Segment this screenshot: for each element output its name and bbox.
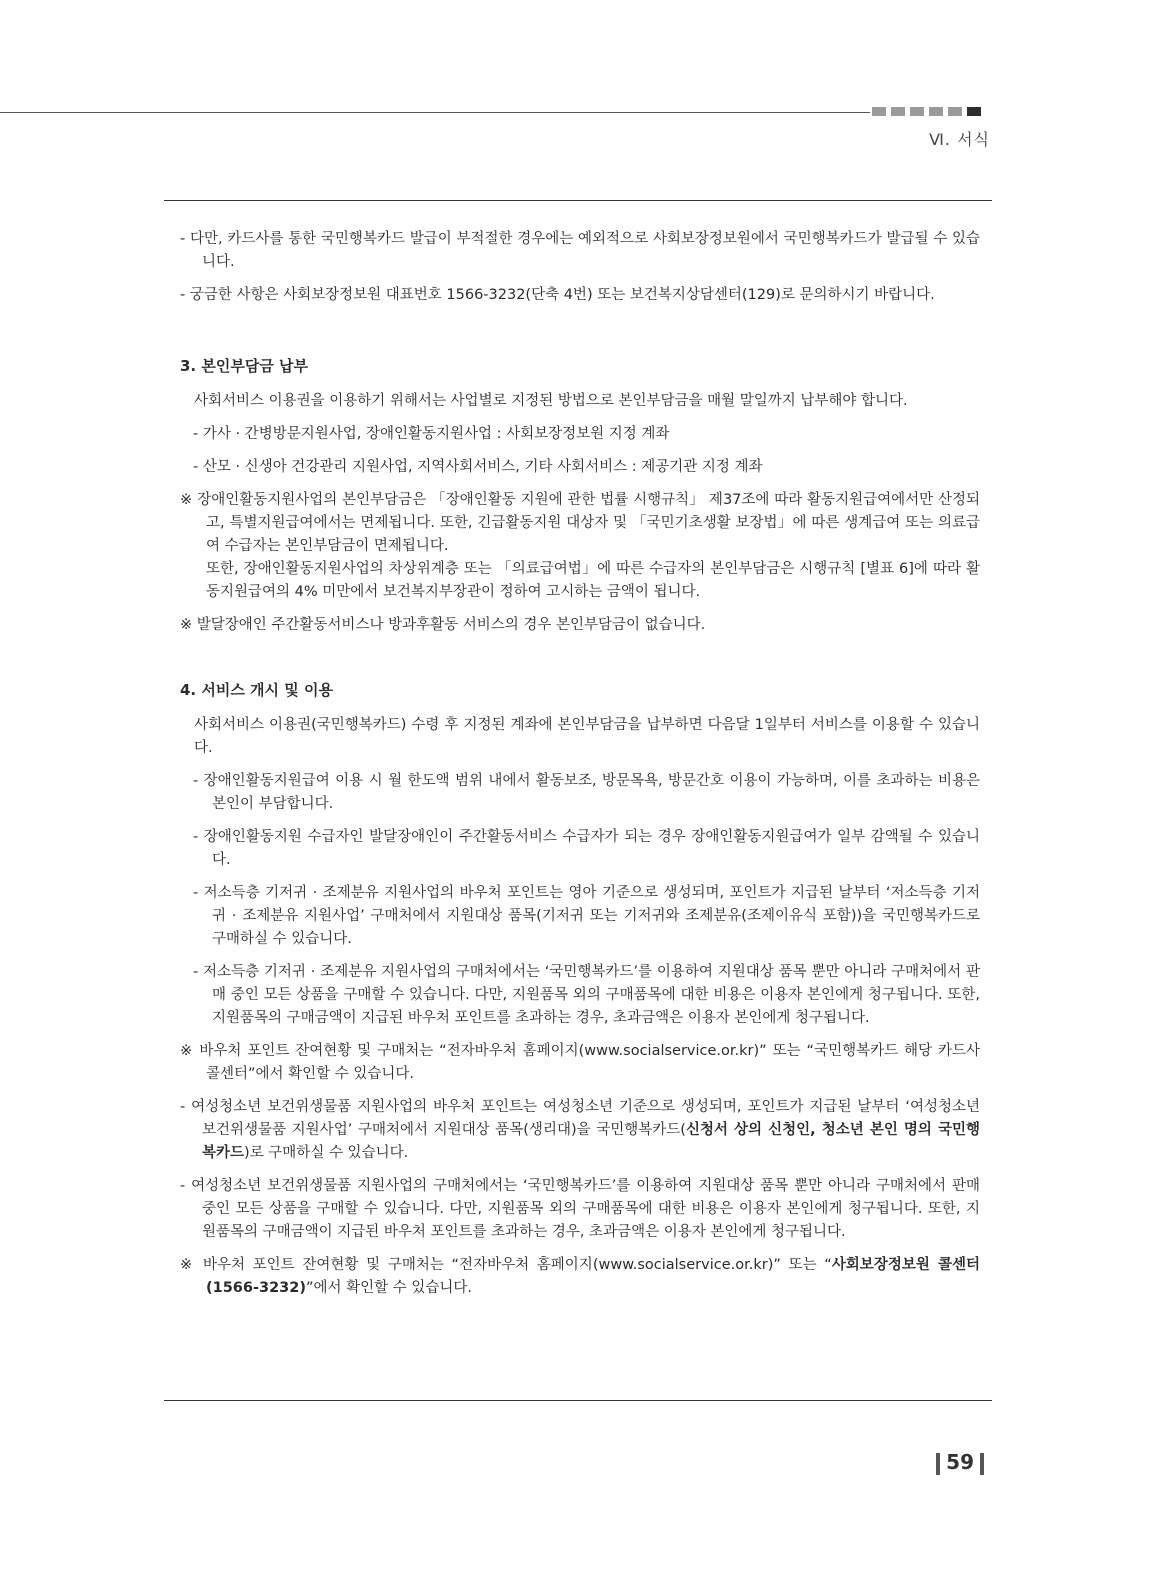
header-square bbox=[872, 107, 886, 116]
section3-item: - 산모 · 신생아 건강관리 지원사업, 지역사회서비스, 기타 사회서비스 : 제공기관 지정 계좌 bbox=[193, 459, 763, 475]
header-square bbox=[948, 107, 962, 116]
intro-item: - 다만, 카드사를 통한 국민행복카드 발급이 부적절한 경우에는 예외적으로 사회보장정보원에서 국민행복카드가 발급될 수 있습니다. bbox=[180, 231, 980, 270]
section4-item: - 여성청소년 보건위생물품 지원사업의 구매처에서는 ‘국민행복카드’를 이용하여 지원대상 품목 뿐만 아니라 구매처에서 판매 중인 모든 상품을 구매할 수 있습니다. 다만, 지원품목 외의 구매품목에 대한 비용은 이용자 본인에게 청구됩니다. 또한, 지원품목의 구매금액이 지급된 바우처 포인트를 초과하는 경우, 초과금액은 이용자 본인에게 청구됩니다. bbox=[180, 1178, 980, 1240]
item-text: - 여성청소년 보건위생물품 지원사업의 바우처 포인트는 여성청소년 기준으로 생성되며, 포인트가 지급된 날부터 ‘여성청소년 보건위생물품 지원사업’ 구매처에서 지원대상 품목(생리대)을 국민행복카드( bbox=[180, 1099, 980, 1138]
note-text: ”에서 확인할 수 있습니다. bbox=[306, 1280, 473, 1296]
page-number-bar bbox=[980, 1453, 984, 1475]
section4-lead: 사회서비스 이용권(국민행복카드) 수령 후 지정된 계좌에 본인부담금을 납부하면 다음달 1일부터 서비스를 이용할 수 있습니다. bbox=[194, 717, 980, 756]
section4-item bbox=[180, 1096, 980, 1165]
section3-lead: 사회서비스 이용권을 이용하기 위해서는 사업별로 지정된 방법으로 본인부담금을 매월 말일까지 납부해야 합니다. bbox=[194, 393, 908, 409]
content-top-rule bbox=[164, 200, 992, 201]
header-square bbox=[929, 107, 943, 116]
note-text-bold: 사회보장정보원 콜센터 (1566-3232) bbox=[206, 1257, 981, 1296]
section3-item: - 가사 · 간병방문지원사업, 장애인활동지원사업 : 사회보장정보원 지정 계좌 bbox=[193, 426, 670, 442]
section3-note: ※ 발달장애인 주간활동서비스나 방과후활동 서비스의 경우 본인부담금이 없습니다. bbox=[180, 617, 706, 633]
section4-item: - 저소득층 기저귀 · 조제분유 지원사업의 구매처에서는 ‘국민행복카드’를 이용하여 지원대상 품목 뿐만 아니라 구매처에서 판매 중인 모든 상품을 구매할 수 있습니다. 다만, 지원품목 외의 구매품목에 대한 비용은 이용자 본인에게 청구됩니다. 또한, 지원품목의 구매금액이 지급된 바우처 포인트를 초과하는 경우, 초과금액은 이용자 본인에게 청구됩니다. bbox=[193, 964, 980, 1026]
section4-item: - 장애인활동지원 수급자인 발달장애인이 주간활동서비스 수급자가 되는 경우 장애인활동지원급여가 일부 감액될 수 있습니다. bbox=[193, 829, 980, 868]
page-content bbox=[180, 228, 980, 1300]
section3-note-continued: 또한, 장애인활동지원사업의 차상위계층 또는 「의료급여법」에 따른 수급자의 본인부담금은 시행규칙 [별표 6]에 따라 활동지원급여의 4% 미만에서 보건복지부장관이 정하여 고시하는 금액이 됩니다. bbox=[206, 561, 980, 600]
intro-item: - 궁금한 사항은 사회보장정보원 대표번호 1566-3232(단축 4번) 또는 보건복지상담센터(129)로 문의하시기 바랍니다. bbox=[180, 287, 935, 303]
section3-note: ※ 장애인활동지원사업의 본인부담금은 「장애인활동 지원에 관한 법률 시행규칙」 제37조에 따라 활동지원급여에서만 산정되고, 특별지원급여에서는 면제됩니다. 또한, 긴급활동지원 대상자 및 「국민기초생활 보장법」에 따른 생계급여 또는 의료급여 수급자는 본인부담금이 면제됩니다. bbox=[180, 492, 980, 554]
section4-title: 4. 서비스 개시 및 이용 bbox=[180, 681, 333, 699]
header-square bbox=[891, 107, 905, 116]
section4-note: ※ 바우처 포인트 잔여현황 및 구매처는 “전자바우처 홈페이지(www.socialservice.or.kr)” 또는 “국민행복카드 해당 카드사 콜센터”에서 확인할 수 있습니다. bbox=[180, 1043, 980, 1082]
page-number-bar bbox=[936, 1453, 940, 1475]
header-square bbox=[967, 107, 981, 116]
section4-note bbox=[180, 1254, 980, 1300]
section4-item: - 저소득층 기저귀 · 조제분유 지원사업의 바우처 포인트는 영아 기준으로 생성되며, 포인트가 지급된 날부터 ‘저소득층 기저귀 · 조제분유 지원사업’ 구매처에서 지원대상 품목(기저귀 또는 기저귀와 조제분유(조제이유식 포함))을 국민행복카드로 구매하실 수 있습니다. bbox=[193, 885, 980, 947]
header-rule bbox=[0, 112, 870, 113]
content-bottom-rule bbox=[164, 1400, 992, 1401]
header-decoration bbox=[872, 107, 981, 116]
section3-title: 3. 본인부담금 납부 bbox=[180, 357, 309, 375]
section4-item: - 장애인활동지원급여 이용 시 월 한도액 범위 내에서 활동보조, 방문목욕, 방문간호 이용이 가능하며, 이를 초과하는 비용은 본인이 부담합니다. bbox=[193, 773, 980, 812]
page-number-text: 59 bbox=[946, 1450, 974, 1474]
note-text: ※ 바우처 포인트 잔여현황 및 구매처는 “전자바우처 홈페이지(www.socialservice.or.kr)” 또는 “ bbox=[180, 1257, 832, 1273]
section-label: Ⅵ. 서식 bbox=[929, 130, 990, 149]
item-text-bold: 신청서 상의 신청인, 청소년 본인 명의 국민행복카드 bbox=[202, 1122, 981, 1161]
item-text: )로 구매하실 수 있습니다. bbox=[244, 1145, 409, 1161]
header-square bbox=[910, 107, 924, 116]
page-number bbox=[930, 1450, 990, 1475]
